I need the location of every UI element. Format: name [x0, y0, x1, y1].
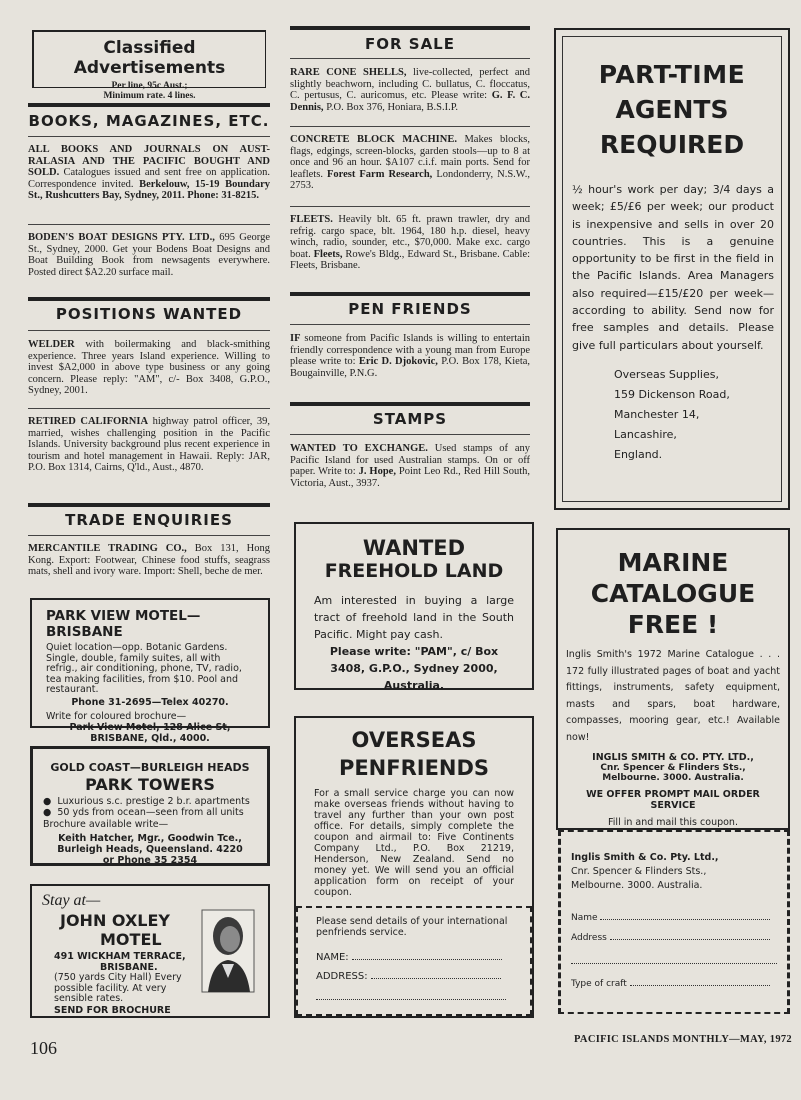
trade-rule — [28, 503, 270, 507]
forsale-divider-2 — [290, 206, 530, 207]
freehold-title-2: FREEHOLD LAND — [324, 560, 504, 582]
forsale-rule — [290, 26, 530, 30]
marine-fill: Fill in and mail this coupon. — [608, 817, 738, 828]
trade-header: TRADE ENQUIRIES — [65, 511, 233, 529]
stamps-rule-bottom — [290, 434, 530, 435]
parkview-phone: Phone 31-2695—Telex 40270. — [71, 696, 229, 708]
positions-header: POSITIONS WANTED — [55, 305, 243, 323]
forsale-ad1-text: live-collected, perfect and slightly beachworn, including C. bullatus, C. floccatus, C. pertusus, C. auricomus, etc. Please write: — [290, 67, 531, 102]
part-time-agents-ad — [554, 28, 790, 510]
marine-address-input[interactable] — [610, 939, 770, 940]
freehold-text: Am interested in buying a large tract of freehold land in the South Pacific. Might pay cash. — [314, 594, 514, 641]
pen-ad-text2: P.O. Box 178, Kieta, Bougainville, P.N.G. — [290, 356, 531, 379]
agents-address-3: Manchester 14, — [614, 407, 700, 421]
marine-text: Inglis Smith's 1972 Marine Catalogue . . . 172 fully illustrated pages of boat and yacht fittings, instruments, safety equipment, masts and spars, boat hardware, compasses, mooring gear, etc.! Available now! — [566, 649, 780, 743]
agents-address-5: England. — [614, 447, 663, 461]
forsale-ad1-bold2: G. F. C. Dennis, — [290, 90, 531, 113]
marine-name-input[interactable] — [600, 919, 770, 920]
trade-ad-bold: MERCANTILE TRADING CO., — [28, 543, 187, 554]
parkview-title: PARK VIEW MOTEL—BRISBANE — [46, 608, 201, 640]
agents-address-2: 159 Dickenson Road, — [614, 387, 730, 401]
positions-rule — [28, 297, 270, 301]
oxley-address-1: 491 WICKHAM TERRACE, — [54, 951, 186, 962]
marine-title-3: FREE ! — [627, 610, 719, 639]
penfriends-address-input-2[interactable] — [316, 999, 506, 1000]
marine-name-row — [571, 913, 777, 923]
stamps-rule — [290, 402, 530, 406]
pen-rule-bottom — [290, 324, 530, 325]
positions-ad1-text: with boilermaking and black-smithing experience. Three years Island experience. Willing to invest $A2,000 in above type business or any going concern. Please reply: "AM", c/- Box 3408, G.P.O., Sydney, 2001. — [28, 339, 270, 397]
oxley-title-1: JOHN OXLEY — [60, 911, 170, 930]
trade-ad-mercantile — [28, 543, 270, 578]
marine-address-label: Address — [571, 933, 607, 943]
marine-address-row-2 — [571, 957, 777, 967]
agents-title-2: AGENTS — [615, 95, 729, 124]
overseas-title-1: OVERSEAS — [351, 728, 477, 752]
marine-title-2: CATALOGUE — [590, 579, 756, 608]
penfriends-name-input[interactable] — [352, 959, 502, 960]
towers-contact-3: or Phone 35 2354 — [102, 855, 198, 866]
marine-offer: WE OFFER PROMPT MAIL ORDER SERVICE — [586, 789, 760, 811]
towers-location: GOLD COAST—BURLEIGH HEADS — [50, 761, 250, 774]
towers-bullet2-text: 50 yds from ocean—seen from all units — [57, 807, 244, 818]
marine-craft-label: Type of craft — [571, 979, 627, 989]
bullet-icon: ● — [43, 807, 58, 818]
parkview-text: Quiet location—opp. Botanic Gardens. Single, double, family suites, all with refrig., air conditioning, phone, TV, radio, tea making facilities, from $10. Pool and restaurant. — [46, 642, 242, 696]
positions-rule-bottom — [28, 330, 270, 331]
marine-name-label: Name — [571, 913, 598, 923]
forsale-ad2-text: Makes blocks, flags, edgings, screen-blocks, garden stools—up to 8 at once and 96 an hour. $A107 c.i.f. main ports. Send for leaflets. — [290, 134, 530, 180]
park-towers-ad — [30, 746, 270, 866]
marine-coupon-1: Inglis Smith & Co. Pty. Ltd., — [571, 852, 719, 863]
parkview-ad — [30, 598, 270, 744]
positions-ad1-bold: WELDER — [28, 339, 75, 350]
parkview-write: Write for coloured brochure— — [46, 710, 187, 722]
marine-address-1: Cnr. Spencer & Flinders Sts., — [600, 763, 746, 773]
books-ad-berkelouw — [28, 144, 270, 202]
penfriends-coupon[interactable] — [296, 906, 532, 1016]
books-header: BOOKS, MAGAZINES, ETC. — [28, 112, 270, 130]
books-rule — [28, 103, 270, 107]
overseas-title-2: PENFRIENDS — [338, 756, 490, 780]
pen-ad-bold: IF — [290, 333, 301, 344]
pen-ad — [290, 333, 530, 379]
oxley-stay: Stay at— — [42, 892, 101, 909]
page-number: 106 — [30, 1038, 57, 1058]
magazine-footer: PACIFIC ISLANDS MONTHLY—MAY, 1972 — [574, 1034, 792, 1045]
freehold-land-ad — [294, 522, 534, 690]
penfriends-name-row — [316, 952, 512, 963]
positions-ad-retired — [28, 416, 270, 474]
classified-rate: Per line, 95c Aust.; — [111, 81, 188, 91]
penfriends-address-label: ADDRESS: — [316, 971, 368, 982]
agents-title-1: PART-TIME — [598, 60, 746, 89]
agents-address-4: Lancashire, — [614, 427, 677, 441]
classified-title: Classified Advertisements — [73, 38, 226, 78]
parkview-address: Park View Motel, 128 Alice St, BRISBANE, Qld., 4000. — [69, 721, 231, 744]
oxley-text: (750 yards City Hall) Every possible facility. At very sensible rates. — [54, 972, 182, 1004]
marine-coupon-3: Melbourne. 3000. Australia. — [571, 880, 703, 891]
man-portrait-illustration — [198, 906, 258, 996]
towers-title: PARK TOWERS — [85, 775, 215, 794]
forsale-ad2-bold: CONCRETE BLOCK MACHINE. — [290, 134, 457, 145]
forsale-divider-1 — [290, 126, 530, 127]
positions-divider — [28, 408, 270, 409]
books-divider — [28, 224, 270, 225]
forsale-ad3-bold: FLEETS. — [290, 214, 333, 225]
penfriends-address-row — [316, 971, 512, 982]
forsale-ad3-text2: Rowe's Bldg., Edward St., Brisbane. Cable: Fleets, Brisbane. — [290, 248, 531, 272]
stamps-ad-bold2: J. Hope, — [358, 466, 396, 478]
forsale-header: FOR SALE — [365, 35, 455, 53]
oxley-send: SEND FOR BROCHURE — [54, 1004, 171, 1016]
towers-contact-1: Keith Hatcher, Mgr., Goodwin Tce., — [58, 833, 242, 844]
forsale-ad3-text: Heavily blt. 65 ft. prawn trawler, dry and refrig. cargo space, blt. 1964, 180 h.p. diesel, heavy winch, radio, sounder, etc., $70,000. Make exc. cargo boat. — [290, 214, 531, 260]
agents-inner-border — [562, 36, 782, 502]
towers-contact-2: Burleigh Heads, Queensland. 4220 — [57, 844, 243, 855]
pen-rule — [290, 292, 530, 296]
bullet-icon: ● — [43, 796, 58, 807]
books-ad-boden — [28, 232, 270, 278]
penfriends-coupon-text: Please send details of your international penfriends service. — [316, 916, 508, 938]
stamps-ad-text: Used stamps of any Pacific Island for used Australian stamps. On or off paper. Write to: — [290, 443, 530, 478]
stamps-header: STAMPS — [372, 410, 448, 428]
marine-address-row — [571, 933, 777, 943]
marine-craft-row — [571, 979, 777, 989]
pen-ad-text: someone from Pacific Islands is willing to entertain friendly correspondence with a young man from Europe please write to: — [290, 333, 530, 368]
forsale-rule-bottom — [290, 58, 530, 59]
forsale-ad1-text2: P.O. Box 376, Honiara, B.S.I.P. — [326, 101, 459, 113]
marine-coupon[interactable] — [558, 830, 790, 1014]
pen-header: PEN FRIENDS — [348, 300, 472, 318]
agents-address-1: Overseas Supplies, — [614, 367, 719, 381]
positions-ad2-text: highway patrol officer, 39, married, wishes challenging position in the Pacific Islands. University background plus recent experience in tourism and hotel management in Hawaii. Reply: JAR, P.O. Box 1314, Cairns, Q'ld., Aust., 4870. — [28, 416, 271, 474]
oxley-title-2: MOTEL — [100, 930, 162, 949]
freehold-title-1: WANTED — [362, 536, 466, 560]
books-rule-bottom — [28, 136, 270, 137]
overseas-text: For a small service charge you can now make overseas friends without having to travel any further than your own post office. For details, simply complete the coupon and airmail to: Five Continents Company Ltd., P.O. Box 21219, Henderson, New Zealand. Send no money yet. We will send you an official application form on receipt of your coupon. — [314, 788, 514, 898]
classified-minimum: Minimum rate. 4 lines. — [103, 91, 196, 101]
oxley-address-2: BRISBANE. — [100, 962, 158, 973]
marine-company: INGLIS SMITH & CO. PTY. LTD., — [592, 752, 754, 763]
marine-catalogue-ad — [556, 528, 790, 830]
forsale-ad-block-machine — [290, 134, 530, 192]
books-ad2-text: 695 George St., Sydney, 2000. Get your Bodens Boat Designs and Boat Building Book from newsagents everywhere. Posted direct $A2.20 surface mail. — [28, 232, 270, 278]
classified-title-box — [32, 30, 266, 101]
towers-bullet-2 — [43, 807, 257, 818]
books-ad1-bold2: Berkelouw, 15-19 Boundary St., Rushcutters Bay, Sydney, 2011. Phone: 31-8215. — [28, 178, 271, 202]
towers-bullet1-text: Luxurious s.c. prestige 2 b.r. apartments — [57, 796, 250, 807]
books-ad2-bold: BODEN'S BOAT DESIGNS PTY. LTD., — [28, 232, 215, 243]
trade-rule-bottom — [28, 535, 270, 536]
forsale-ad2-text2: Londonderry, N.S.W., 2753. — [290, 168, 530, 192]
marine-coupon-2: Cnr. Spencer & Flinders Sts., — [571, 866, 707, 877]
books-ad1-text: Catalogues issued and sent free on application. Correspondence invited. — [28, 167, 270, 190]
towers-bullet-1 — [43, 796, 257, 807]
positions-ad-welder — [28, 339, 270, 397]
forsale-ad3-bold2: Fleets, — [313, 248, 343, 260]
forsale-ad1-bold: RARE CONE SHELLS, — [290, 67, 407, 78]
john-oxley-ad — [30, 884, 270, 1018]
penfriends-address-row-2 — [316, 992, 512, 1003]
forsale-ad-shells — [290, 67, 530, 113]
marine-address-2: Melbourne. 3000. Australia. — [602, 773, 744, 783]
freehold-write: Please write: "PAM", c/ Box 3408, G.P.O., Sydney 2000, Australia. — [329, 645, 499, 692]
stamps-ad — [290, 443, 530, 489]
towers-brochure: Brochure available write— — [43, 819, 169, 830]
trade-ad-text: Box 131, Hong Kong. Export: Footwear, Chinese food stuffs, seagrass mats, shell and ivory ware. Import: Shell, beche de mer. — [28, 543, 271, 578]
agents-title-3: REQUIRED — [599, 130, 745, 159]
stamps-ad-bold: WANTED TO EXCHANGE. — [290, 443, 428, 454]
forsale-ad-fleets — [290, 214, 530, 272]
penfriends-name-label: NAME: — [316, 952, 349, 963]
marine-title-1: MARINE — [617, 548, 729, 577]
positions-ad2-bold: RETIRED CALIFORNIA — [28, 416, 149, 427]
forsale-ad2-bold2: Forest Farm Research, — [326, 168, 433, 180]
stamps-ad-text2: Point Leo Rd., Red Hill South, Victoria, Aust., 3937. — [290, 466, 531, 489]
books-ad1-bold: ALL BOOKS AND JOURNALS ON AUST-RALASIA AND THE PACIFIC BOUGHT AND SOLD. — [28, 144, 270, 179]
marine-craft-input[interactable] — [630, 985, 770, 986]
penfriends-address-input[interactable] — [371, 978, 501, 979]
pen-ad-bold2: Eric D. Djokovic, — [358, 356, 438, 368]
marine-address-input-2[interactable] — [571, 963, 777, 964]
agents-text: ½ hour's work per day; 3/4 days a week; £5/£6 per week; our product is inexpensive and sells in over 20 countries. This is a genuine opportunity to be first in the field in the Pacific Islands. Area Managers also required—£15/£20 per week—according to ability. Send now for free samples and details. Please give full particulars about yourself. — [572, 183, 774, 352]
